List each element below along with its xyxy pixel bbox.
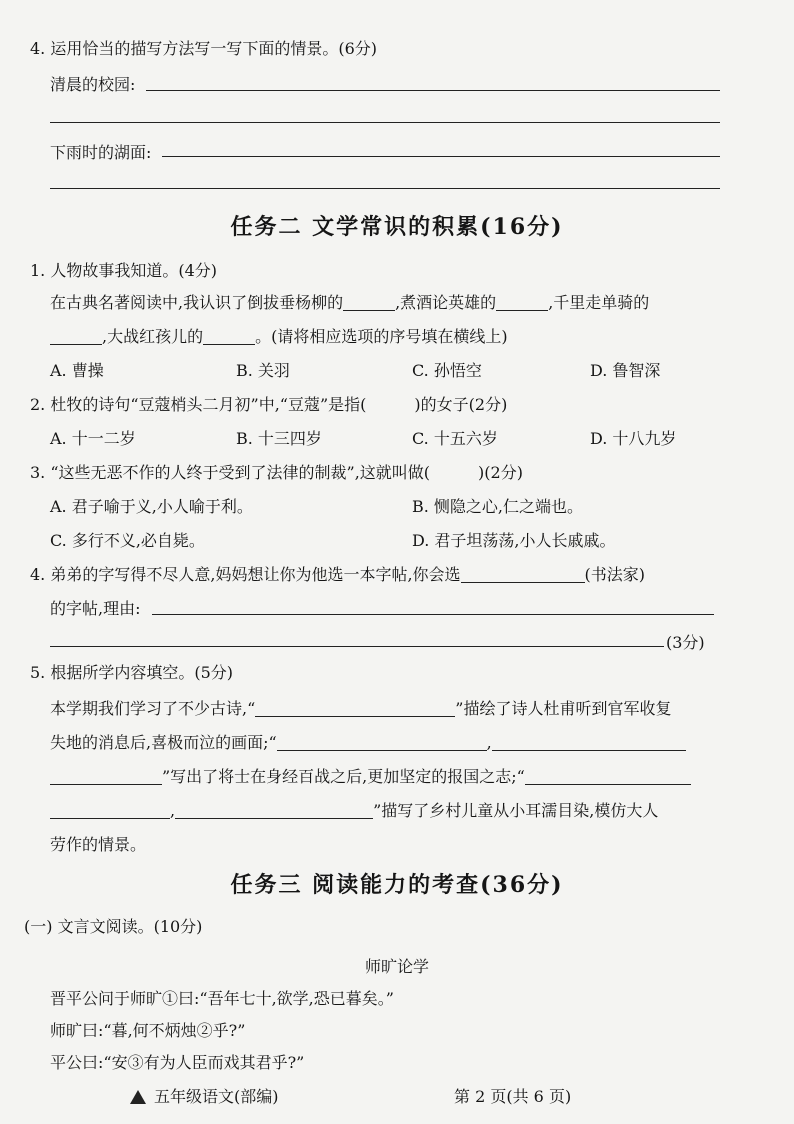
- option-d[interactable]: D. 十八九岁: [590, 429, 677, 448]
- fill-blank[interactable]: [175, 802, 373, 819]
- fill-blank[interactable]: [496, 294, 548, 311]
- answer-line[interactable]: [152, 614, 714, 615]
- fill-blank[interactable]: [203, 328, 255, 345]
- footer-subject: 五年级语文(部编): [154, 1087, 279, 1106]
- question-line: 劳作的情景。: [50, 835, 147, 854]
- fill-blank[interactable]: [50, 802, 170, 819]
- text: ,煮酒论英雄的: [395, 293, 497, 312]
- text: 失地的消息后,喜极而泣的画面;“: [50, 733, 277, 752]
- footer-left: [130, 1086, 279, 1108]
- text: 3. “这些无恶不作的人终于受到了法律的制裁”,这就叫做(: [30, 463, 431, 482]
- fill-blank[interactable]: [492, 734, 686, 751]
- text: ,大战红孩儿的: [102, 327, 204, 346]
- question-line: [50, 766, 691, 788]
- passage-paragraph: 平公曰:“安③有为人臣而戏其君乎?”: [50, 1053, 305, 1072]
- fill-blank[interactable]: [50, 328, 102, 345]
- text: 4. 弟弟的字写得不尽人意,妈妈想让你为他选一本字帖,你会选: [30, 565, 461, 584]
- text: ,: [486, 733, 492, 752]
- fill-blank[interactable]: [277, 734, 487, 751]
- question-line: [50, 292, 649, 314]
- section-title: 任务二 文学常识的积累(16分): [230, 214, 564, 240]
- part-title: (一) 文言文阅读。(10分): [24, 917, 203, 936]
- fill-blank[interactable]: [461, 566, 585, 583]
- score-label: (3分): [666, 633, 705, 652]
- answer-line[interactable]: [50, 646, 664, 647]
- text: ”描写了乡村儿童从小耳濡目染,模仿大人: [373, 801, 659, 820]
- fill-blank[interactable]: [50, 768, 162, 785]
- question-title: 5. 根据所学内容填空。(5分): [30, 663, 234, 682]
- text: ”写出了将士在身经百战之后,更加坚定的报国之志;“: [162, 767, 525, 786]
- text: 2. 杜牧的诗句“豆蔻梢头二月初”中,“豆蔻”是指(: [30, 395, 367, 414]
- question-title: [30, 564, 645, 586]
- question-title: [30, 462, 523, 484]
- fill-blank[interactable]: [343, 294, 395, 311]
- answer-line[interactable]: [50, 188, 720, 189]
- text: (书法家): [584, 565, 646, 584]
- option-a[interactable]: A. 曹操: [50, 361, 104, 380]
- option-b[interactable]: B. 关羽: [236, 361, 290, 380]
- text: ,: [170, 801, 176, 820]
- option-d[interactable]: D. 鲁智深: [590, 361, 661, 380]
- answer-line[interactable]: [146, 90, 720, 91]
- text: ”描绘了诗人杜甫听到官军收复: [455, 699, 672, 718]
- question-title: [30, 394, 507, 416]
- option-a[interactable]: A. 君子喻于义,小人喻于利。: [50, 497, 253, 516]
- fill-blank[interactable]: [255, 700, 455, 717]
- prompt-label: 的字帖,理由:: [50, 599, 141, 618]
- question-title: 4. 运用恰当的描写方法写一写下面的情景。(6分): [30, 39, 378, 58]
- triangle-logo-icon: [130, 1090, 146, 1104]
- option-c[interactable]: C. 孙悟空: [412, 361, 482, 380]
- section-title: 任务三 阅读能力的考查(36分): [230, 872, 564, 898]
- option-b[interactable]: B. 恻隐之心,仁之端也。: [412, 497, 584, 516]
- prompt-label: 清晨的校园:: [50, 75, 136, 94]
- text: 在古典名著阅读中,我认识了倒拔垂杨柳的: [50, 293, 344, 312]
- passage-paragraph: 师旷曰:“暮,何不炳烛②乎?”: [50, 1021, 246, 1040]
- prompt-label: 下雨时的湖面:: [50, 143, 152, 162]
- option-c[interactable]: C. 十五六岁: [412, 429, 498, 448]
- question-line: [50, 800, 658, 822]
- text: ,千里走单骑的: [548, 293, 650, 312]
- answer-line[interactable]: [50, 122, 720, 123]
- question-title: 1. 人物故事我知道。(4分): [30, 261, 218, 280]
- passage-title: 师旷论学: [364, 957, 429, 976]
- text: 。(请将相应选项的序号填在横线上): [255, 327, 508, 346]
- option-c[interactable]: C. 多行不义,必自毙。: [50, 531, 205, 550]
- text: )(2分): [478, 463, 523, 482]
- answer-line[interactable]: [162, 156, 720, 157]
- text: )的女子(2分): [414, 395, 508, 414]
- option-d[interactable]: D. 君子坦荡荡,小人长戚戚。: [412, 531, 616, 550]
- question-line: [50, 732, 686, 754]
- option-b[interactable]: B. 十三四岁: [236, 429, 322, 448]
- question-line: [50, 326, 508, 348]
- fill-blank[interactable]: [525, 768, 691, 785]
- passage-paragraph: 晋平公问于师旷①曰:“吾年七十,欲学,恐已暮矣。”: [50, 989, 394, 1008]
- footer-page-number: 第 2 页(共 6 页): [454, 1087, 572, 1106]
- option-a[interactable]: A. 十一二岁: [50, 429, 136, 448]
- text: 本学期我们学习了不少古诗,“: [50, 699, 256, 718]
- question-line: [50, 698, 671, 720]
